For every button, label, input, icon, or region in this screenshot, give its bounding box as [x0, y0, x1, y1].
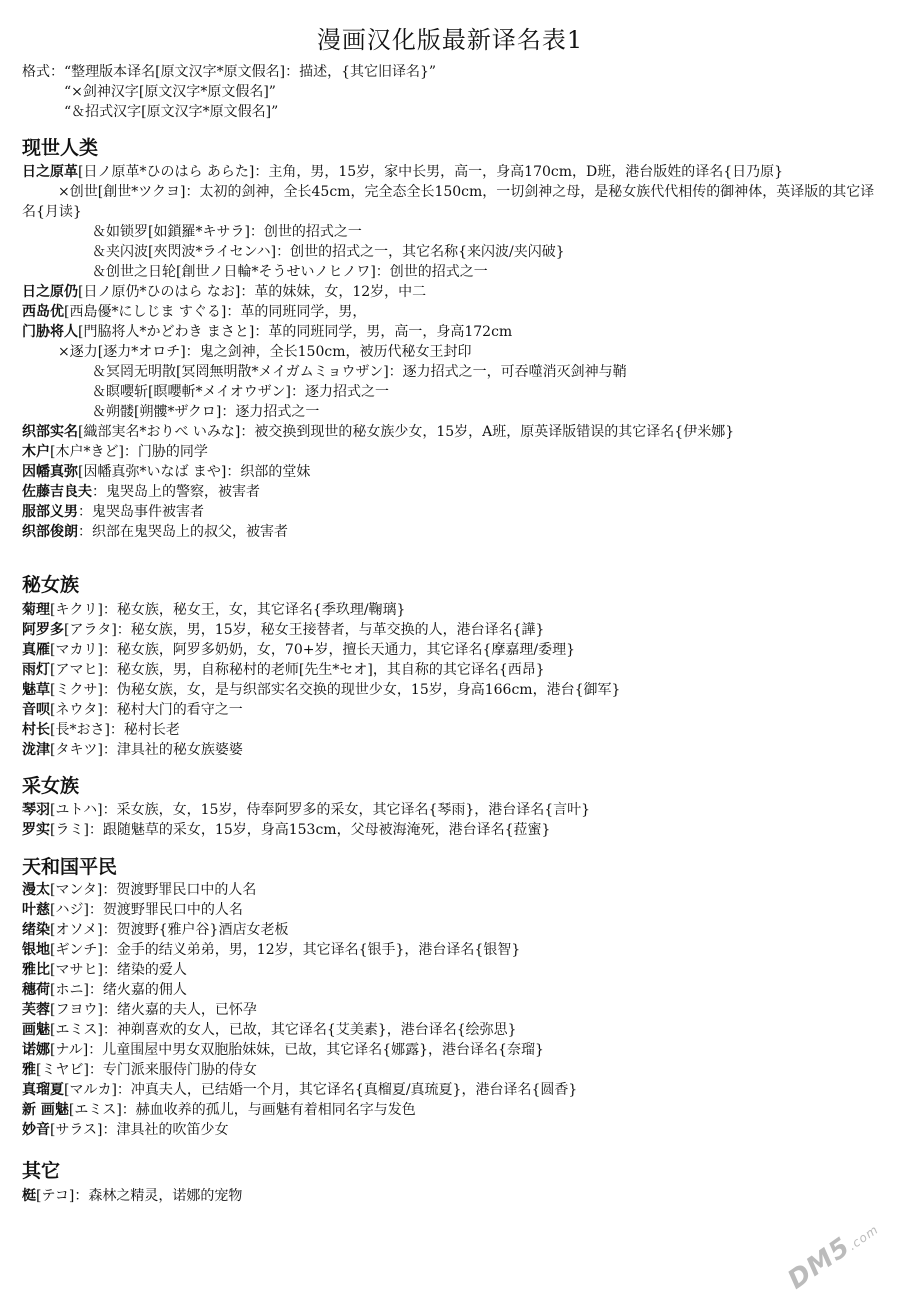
entry-text: ＆夹闪波[夾閃波*ライセンハ]：创世的招式之一，其它名称{来闪波/夹闪破} — [92, 244, 565, 260]
entry-row — [22, 700, 882, 720]
entry-text: [マンタ]：贺渡野罪民口中的人名 — [50, 882, 257, 898]
entry-text: [ハジ]：贺渡野罪民口中的人名 — [50, 902, 243, 918]
entry-text: [門脇将人*かどわき まさと]：革的同班同学，男，高一，身高172cm — [78, 324, 513, 340]
entry-name: 雅 — [22, 1062, 36, 1078]
entry-name: 音呗 — [22, 702, 50, 718]
entry-name: 银地 — [22, 942, 50, 958]
entry-text: [長*おさ]：秘村长老 — [50, 722, 180, 738]
entry-text: [ユトハ]：采女族，女，15岁，侍奉阿罗多的采女，其它译名{琴雨}，港台译名{言叶} — [50, 802, 591, 818]
entry-text: [エミス]：神剃喜欢的女人，已故，其它译名{艾美素}，港台译名{绘弥思} — [50, 1022, 517, 1038]
entry-name: 佐藤吉良夫 — [22, 484, 92, 500]
entry-row — [22, 940, 882, 960]
entry-row — [22, 640, 882, 660]
entry-row — [22, 1000, 882, 1020]
entry-text: ＆瞑嚶斩[瞑嚶斬*メイオウザン]：逐力招式之一 — [92, 384, 389, 400]
entry-row — [22, 680, 882, 700]
entry-text: [サラス]：津具社的吹笛少女 — [50, 1122, 229, 1138]
section-title: 秘女族 — [22, 574, 80, 596]
format-block — [22, 62, 436, 122]
entry-row — [22, 820, 882, 840]
entry-row — [22, 162, 882, 182]
entry-row — [22, 960, 882, 980]
entry-text: [織部実名*おりべ いみな]：被交换到现世的秘女族少女，15岁，A班，原英译版错误的其它译名{伊米娜} — [78, 424, 735, 440]
entry-name: 因幡真弥 — [22, 464, 78, 480]
entry-name: 画魅 — [22, 1022, 50, 1038]
entry-text: [マカリ]：秘女族，阿罗多奶奶，女，70+岁，擅长天通力，其它译名{摩嘉理/委理} — [50, 642, 575, 658]
entry-row — [22, 800, 882, 820]
entry-row — [22, 322, 882, 342]
entry-name: 穗荷 — [22, 982, 50, 998]
entry-row — [22, 600, 882, 620]
entry-row — [22, 402, 882, 422]
entry-text: [マサヒ]：绪染的爱人 — [50, 962, 187, 978]
entry-name: 真瑠夏 — [22, 1082, 64, 1098]
entry-row — [22, 1040, 882, 1060]
site-watermark — [783, 1212, 884, 1295]
entry-row — [22, 262, 882, 282]
entry-row — [22, 522, 882, 542]
entry-text: [タキツ]：津具社的秘女族婆婆 — [50, 742, 243, 758]
page-title: 漫画汉化版最新译名表1 — [316, 26, 584, 54]
entry-text: [ラミ]：跟随魅草的采女，15岁，身高153cm，父母被海淹死，港台译名{菈蜜} — [50, 822, 551, 838]
format-line: “＆招式汉字[原文汉字*原文假名]” — [64, 104, 279, 120]
section-entries — [22, 800, 882, 840]
entry-row — [22, 302, 882, 322]
entry-row — [22, 620, 882, 640]
entry-row — [22, 222, 882, 242]
entry-text: [ホニ]：绪火嘉的佣人 — [50, 982, 187, 998]
entry-row — [22, 1060, 882, 1080]
entry-text: [マルカ]：冲真夫人，已结婚一个月，其它译名{真榴夏/真琉夏}，港台译名{圆香} — [64, 1082, 578, 1098]
entry-name: 村长 — [22, 722, 50, 738]
entry-name: 雨灯 — [22, 662, 50, 678]
section-title: 天和国平民 — [22, 856, 118, 878]
entry-name: 魅草 — [22, 682, 50, 698]
entry-row — [22, 422, 882, 442]
entry-row — [22, 1186, 882, 1206]
entry-name: 梃 — [22, 1188, 36, 1204]
entry-row — [22, 900, 882, 920]
entry-row — [22, 182, 882, 222]
entry-name: 新 画魅 — [22, 1102, 69, 1118]
entry-row — [22, 660, 882, 680]
entry-name: 漫太 — [22, 882, 50, 898]
entry-row — [22, 980, 882, 1000]
section-entries — [22, 1186, 882, 1206]
section-title: 现世人类 — [22, 137, 99, 159]
entry-row — [22, 242, 882, 262]
entry-text: [アラタ]：秘女族，男，15岁，秘女王接替者，与革交换的人，港台译名{譁} — [64, 622, 545, 638]
entry-name: 木户 — [22, 444, 50, 460]
entry-row — [22, 342, 882, 362]
entry-row — [22, 1020, 882, 1040]
entry-name: 织部俊朗 — [22, 524, 78, 540]
entry-row — [22, 1080, 882, 1100]
entry-row — [22, 1100, 882, 1120]
entry-name: 真雁 — [22, 642, 50, 658]
entry-name: 罗实 — [22, 822, 50, 838]
entry-text: [テコ]：森林之精灵，诺娜的宠物 — [36, 1188, 243, 1204]
entry-row — [22, 720, 882, 740]
entry-text: [キクリ]：秘女族，秘女王，女，其它译名{季玖理/鞠璃} — [50, 602, 406, 618]
entry-text: ：织部在鬼哭岛上的叔父，被害者 — [78, 524, 288, 540]
entry-name: 琴羽 — [22, 802, 50, 818]
entry-text: [ミクサ]：伪秘女族，女，是与织部实名交换的现世少女，15岁，身高166cm，港台{御军} — [50, 682, 621, 698]
entry-text: [日ノ原革*ひのはら あらた]：主角，男，15岁，家中长男，高一，身高170cm，D班，港台版姓的译名{日乃原} — [78, 164, 784, 180]
entry-row — [22, 502, 882, 522]
section-entries — [22, 162, 882, 542]
entry-name: 泷津 — [22, 742, 50, 758]
entry-text: ×创世[創世*ツクヨ]：太初的剑神，全长45cm，完全态全长150cm，一切剑神之母，是秘女族代代相传的御神体，英译版的其它译名{月读} — [22, 184, 875, 220]
entry-name: 日之原革 — [22, 164, 78, 180]
format-line: 格式：“整理版本译名[原文汉字*原文假名]：描述，{其它旧译名}” — [22, 64, 437, 80]
entry-text: ：鬼哭岛事件被害者 — [78, 504, 204, 520]
entry-name: 日之原仍 — [22, 284, 78, 300]
watermark-suffix: .com — [845, 1222, 882, 1253]
section-title: 采女族 — [22, 775, 80, 797]
entry-text: ：鬼哭岛上的警察，被害者 — [92, 484, 260, 500]
entry-name: 菊理 — [22, 602, 50, 618]
entry-row — [22, 462, 882, 482]
entry-text: [日ノ原仍*ひのはら なお]：革的妹妹，女，12岁，中二 — [78, 284, 427, 300]
entry-text: [オソメ]：贺渡野{雅户谷}酒店女老板 — [50, 922, 289, 938]
entry-text: [アマヒ]：秘女族，男，自称秘村的老师[先生*セオ]，其自称的其它译名{西昂} — [50, 662, 545, 678]
entry-text: [エミス]：赫血收养的孤儿，与画魅有着相同名字与发色 — [68, 1102, 416, 1118]
entry-name: 织部实名 — [22, 424, 78, 440]
entry-text: [木户*きど]：门胁的同学 — [50, 444, 208, 460]
entry-name: 叶慈 — [22, 902, 50, 918]
entry-row — [22, 362, 882, 382]
entry-text: [西島優*にしじま すぐる]：革的同班同学，男， — [64, 304, 367, 320]
entry-name: 雅比 — [22, 962, 50, 978]
entry-name: 门胁将人 — [22, 324, 78, 340]
entry-text: [ミヤビ]：专门派来服侍门胁的侍女 — [36, 1062, 257, 1078]
entry-row — [22, 1120, 882, 1140]
entry-row — [22, 382, 882, 402]
entry-row — [22, 920, 882, 940]
section-title: 其它 — [22, 1160, 61, 1182]
watermark-brand: DM5 — [782, 1231, 856, 1296]
entry-text: ＆如锁罗[如鎖羅*キサラ]：创世的招式之一 — [92, 224, 362, 240]
entry-text: [ネウタ]：秘村大门的看守之一 — [50, 702, 243, 718]
entry-name: 芙蓉 — [22, 1002, 50, 1018]
entry-text: [フヨウ]：绪火嘉的夫人，已怀孕 — [50, 1002, 257, 1018]
entry-row — [22, 442, 882, 462]
entry-row — [22, 482, 882, 502]
entry-name: 绪染 — [22, 922, 50, 938]
entry-text: ＆创世之日轮[創世ノ日輪*そうせいノヒノワ]：创世的招式之一 — [92, 264, 488, 280]
entry-text: ＆冥罔无明散[冥罔無明散*メイガムミョウザン]：逐力招式之一，可吞噬消灭剑神与鞘 — [92, 364, 627, 380]
entry-row — [22, 740, 882, 760]
format-line: “×剑神汉字[原文汉字*原文假名]” — [64, 84, 276, 100]
entry-name: 服部义男 — [22, 504, 78, 520]
entry-name: 妙音 — [22, 1122, 50, 1138]
entry-row — [22, 282, 882, 302]
section-entries — [22, 880, 882, 1140]
entry-text: [ナル]：儿童围屋中男女双胞胎妹妹，已故，其它译名{娜露}，港台译名{奈瑠} — [50, 1042, 544, 1058]
entry-text: [ギンチ]：金手的结义弟弟，男，12岁，其它译名{银手}，港台译名{银智} — [50, 942, 521, 958]
entry-name: 阿罗多 — [22, 622, 64, 638]
entry-row — [22, 880, 882, 900]
entry-name: 西岛优 — [22, 304, 64, 320]
section-entries — [22, 600, 882, 760]
entry-text: [因幡真弥*いなば まや]：织部的堂妹 — [78, 464, 311, 480]
entry-text: ×逐力[逐力*オロチ]：鬼之剑神，全长150cm，被历代秘女王封印 — [58, 344, 472, 360]
entry-text: ＆朔髅[朔髏*ザクロ]：逐力招式之一 — [92, 404, 320, 420]
entry-name: 诺娜 — [22, 1042, 50, 1058]
